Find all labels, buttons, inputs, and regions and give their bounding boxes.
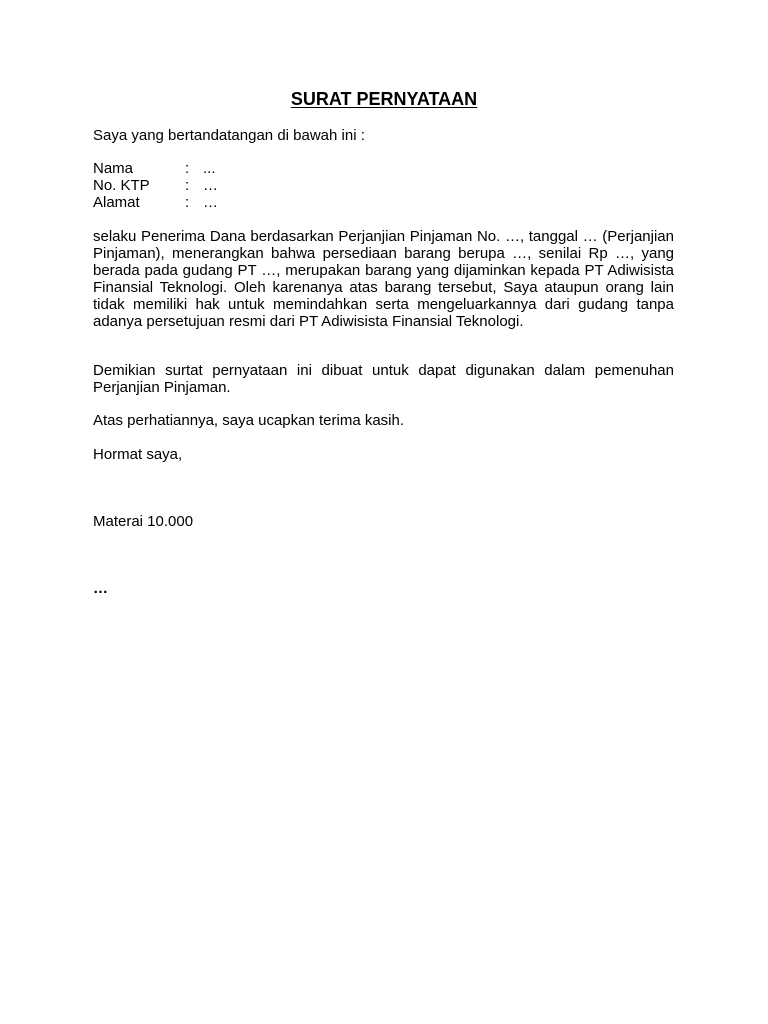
field-label: Nama bbox=[93, 160, 134, 177]
field-row-ktp bbox=[93, 177, 674, 194]
closing-salutation: Hormat saya, bbox=[93, 446, 183, 463]
stamp-duty-label: Materai 10.000 bbox=[93, 513, 194, 530]
field-colon: : bbox=[185, 160, 190, 177]
thanks-paragraph: Atas perhatiannya, saya ucapkan terima kasih. bbox=[93, 412, 405, 429]
field-value: … bbox=[203, 194, 218, 211]
field-value: … bbox=[203, 177, 218, 194]
field-colon: : bbox=[185, 177, 190, 194]
statement-paragraph: selaku Penerima Dana berdasarkan Perjanjian Pinjaman No. …, tanggal … (Perjanjian Pinjaman), menerangkan bahwa persediaan barang berupa …, senilai Rp …, yang berada pada gudang PT …, merupakan barang yang dijaminkan kepada PT Adiwisista Finansial Teknologi. Oleh karenanya atas barang tersebut, Saya ataupun orang lain tidak memiliki hak untuk memindahkan serta mengeluarkannya dari gudang tanpa adanya persetujuan resmi dari PT Adiwisista Finansial Teknologi. bbox=[93, 228, 674, 330]
signer-name: … bbox=[93, 580, 108, 597]
purpose-paragraph: Demikian surtat pernyataan ini dibuat untuk dapat digunakan dalam pemenuhan Perjanjian Pinjaman. bbox=[93, 362, 674, 396]
field-row-alamat bbox=[93, 194, 674, 211]
field-label: No. KTP bbox=[93, 177, 150, 194]
identity-fields bbox=[93, 160, 674, 211]
field-row-nama bbox=[93, 160, 674, 177]
field-value: ... bbox=[203, 160, 216, 177]
document-title: SURAT PERNYATAAN bbox=[290, 89, 478, 109]
intro-text: Saya yang bertandatangan di bawah ini : bbox=[93, 127, 365, 144]
field-label: Alamat bbox=[93, 194, 140, 211]
field-colon: : bbox=[185, 194, 190, 211]
